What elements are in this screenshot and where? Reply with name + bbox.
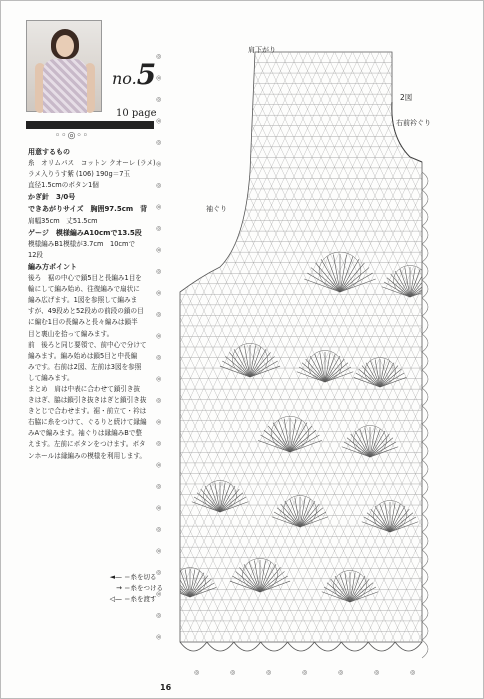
instruction-line: 用意するもの xyxy=(28,148,70,156)
side-scallop xyxy=(422,496,428,514)
instructions-text xyxy=(28,146,168,462)
row-marker-icon: ◎ xyxy=(156,526,162,533)
instruction-line: きとじで合わせます。裾・前立て・衿は xyxy=(28,407,147,416)
side-scallop xyxy=(422,370,428,388)
side-scallop xyxy=(422,460,428,478)
instruction-line: 後ろ 裾の中心で鎖5目と長編み1目を xyxy=(28,274,142,283)
pineapple-fan-ray xyxy=(410,282,436,297)
crochet-chart-svg xyxy=(156,42,470,682)
edge-scallop xyxy=(207,642,234,651)
row-marker-icon: ◎ xyxy=(156,612,162,619)
side-scallop xyxy=(422,424,428,442)
legend-label: ＝糸をつける xyxy=(124,584,163,592)
side-scallop xyxy=(422,226,428,244)
row-marker-icon: ◎ xyxy=(156,182,162,189)
row-marker-icon: ◎ xyxy=(156,268,162,275)
instruction-line: 右脇に糸をつけて、ぐるりと続けて縁編 xyxy=(28,418,147,427)
side-scallop xyxy=(422,244,428,262)
mesh-line xyxy=(246,42,484,682)
edge-scallop xyxy=(341,642,368,651)
mesh-line xyxy=(300,42,484,682)
row-marker-icon: ◎ xyxy=(156,246,162,254)
mesh-line xyxy=(381,42,484,682)
row-marker-icon: ◎ xyxy=(156,332,162,340)
row-marker-icon: ◎ xyxy=(156,461,162,469)
pattern-number-value: 5 xyxy=(136,58,157,91)
pineapple-fan-ray xyxy=(166,583,190,597)
side-scallop xyxy=(422,316,428,334)
side-scallop xyxy=(422,622,428,640)
instruction-line: 前 後ろと同じ要領で、前中心で分けて xyxy=(28,340,147,349)
row-marker-icon: ◎ xyxy=(156,633,162,641)
mesh-line xyxy=(348,42,484,682)
side-scallop xyxy=(422,388,428,406)
side-scallop xyxy=(422,262,428,280)
instruction-line: 糸 オリムパス コットン クオーレ (ラメ) xyxy=(28,159,156,168)
row-marker-icon: ◎ xyxy=(156,74,162,82)
side-scallop xyxy=(422,280,428,298)
legend-label: ＝糸を切る xyxy=(124,573,157,581)
instruction-line: 模様編みB1模様が3.7cm 10cmで xyxy=(28,239,136,248)
column-marker-icon: ◎ xyxy=(374,669,380,676)
shoulder-slope-label: 肩下がり xyxy=(248,46,276,54)
instruction-line: まとめ 肩は中表に合わせて鎖引き抜 xyxy=(28,384,141,393)
mesh-line xyxy=(357,42,484,682)
ornament-icon: ◦◦◎◦◦ xyxy=(55,131,90,141)
column-marker-icon: ◎ xyxy=(194,669,200,676)
armhole-label: 袖ぐり xyxy=(206,205,227,213)
row-marker-icon: ◎ xyxy=(156,160,162,168)
mesh-line xyxy=(309,42,484,682)
row-marker-icon: ◎ xyxy=(156,203,162,211)
mesh-line xyxy=(312,42,484,682)
row-marker-icon: ◎ xyxy=(156,440,162,447)
pattern-number-prefix: no. xyxy=(112,69,137,88)
edge-scallop xyxy=(314,642,341,651)
model-photo xyxy=(26,20,102,112)
mesh-line xyxy=(282,42,484,682)
row-marker-icon: ◎ xyxy=(156,96,162,103)
instruction-line: 編み方ポイント xyxy=(28,262,77,271)
mesh-line xyxy=(237,42,484,682)
neckline-edge xyxy=(392,102,422,162)
instruction-line: すが、49段めと52段めの前段の鎖の目 xyxy=(28,307,144,316)
row-marker-icon: ◎ xyxy=(156,289,162,297)
crochet-chart xyxy=(156,42,470,682)
row-marker-icon: ◎ xyxy=(156,53,162,60)
mesh-line xyxy=(339,42,484,682)
edge-scallop xyxy=(261,642,288,651)
side-scallop xyxy=(422,352,428,370)
mesh-line xyxy=(354,42,484,682)
side-scallop xyxy=(422,514,428,532)
legend-label: ＝糸を渡す xyxy=(124,595,157,603)
instruction-line: 直径1.5cmのボタン1個 xyxy=(28,181,99,190)
side-scallop xyxy=(422,478,428,496)
row-marker-icon: ◎ xyxy=(156,418,162,426)
instruction-line: ゲージ 模様編みA10cmで13.5段 xyxy=(28,228,142,237)
side-scallop xyxy=(422,208,428,226)
edge-scallop xyxy=(288,642,315,651)
row-marker-icon: ◎ xyxy=(156,504,162,512)
page-number: 16 xyxy=(160,683,172,692)
mesh-line xyxy=(321,42,484,682)
row-marker-icon: ◎ xyxy=(156,354,162,361)
mesh-line xyxy=(213,42,484,682)
row-marker-icon: ◎ xyxy=(156,139,162,146)
side-scallop xyxy=(422,406,428,424)
mesh-line xyxy=(291,42,484,682)
row-marker-icon: ◎ xyxy=(156,375,162,383)
side-scallop xyxy=(422,172,428,190)
page-reference: 10 page xyxy=(116,108,157,119)
legend-symbol-icon: ◄— xyxy=(109,573,122,581)
edge-scallop xyxy=(368,642,395,651)
side-scallop xyxy=(422,442,428,460)
instruction-line: 編み広げます。1図を参照して編みま xyxy=(28,296,138,305)
mesh-line xyxy=(192,42,484,682)
instruction-line: ラメ入りうす紫 (106) 190g＝7玉 xyxy=(28,170,131,179)
pattern-number xyxy=(112,58,156,91)
instruction-line: 12段 xyxy=(28,250,43,259)
instruction-line: えます。左前にボタンをつけます。ボタ xyxy=(28,440,146,449)
side-scallop xyxy=(422,550,428,568)
side-scallop xyxy=(422,532,428,550)
mesh-line xyxy=(231,42,484,682)
side-scallop xyxy=(422,640,428,658)
mesh-line xyxy=(366,42,484,682)
row-marker-icon: ◎ xyxy=(156,590,162,598)
side-scallop xyxy=(422,298,428,316)
mesh-line xyxy=(336,42,484,682)
instruction-line: して編みます。 xyxy=(28,373,74,382)
side-scallop xyxy=(422,604,428,622)
instruction-line: に編む1目の長編みと長々編みは鎖半 xyxy=(28,318,138,327)
row-marker-icon: ◎ xyxy=(156,117,162,125)
instruction-line: ンホールは縁編みの模様を利用します。 xyxy=(28,451,147,460)
instruction-line: 肩幅35cm 丈51.5cm xyxy=(28,216,98,225)
legend-symbol-icon: ◁— xyxy=(109,595,122,603)
row-marker-icon: ◎ xyxy=(156,311,162,318)
side-scallop xyxy=(422,568,428,586)
edge-scallop xyxy=(395,642,422,651)
mesh-line xyxy=(327,42,484,682)
row-marker-icon: ◎ xyxy=(156,483,162,490)
mesh-line xyxy=(273,42,484,682)
instruction-line: 輪にして編み始め、往復編みで扇状に xyxy=(28,285,140,294)
side-scallop xyxy=(422,586,428,604)
mesh-line xyxy=(390,42,484,682)
mesh-line xyxy=(195,42,484,682)
instruction-line: 編みます。編み始めは鎖5目と中長編 xyxy=(28,351,138,360)
column-marker-icon: ◎ xyxy=(338,669,344,676)
row-marker-icon: ◎ xyxy=(156,225,162,232)
neckline-label: 右前衿ぐり xyxy=(396,119,431,127)
mesh-line xyxy=(186,42,484,682)
edge-scallop xyxy=(234,642,261,651)
instruction-line: できあがりサイズ 胸囲97.5cm 背 xyxy=(28,205,148,214)
mesh-line xyxy=(318,42,484,682)
column-marker-icon: ◎ xyxy=(230,669,236,676)
figure-label: 2図 xyxy=(400,93,413,102)
row-marker-icon: ◎ xyxy=(156,569,162,576)
side-scallop xyxy=(422,190,428,208)
instruction-line: きはぎ、脇は鎖引き抜きはぎと鎖引き抜 xyxy=(28,396,147,405)
column-marker-icon: ◎ xyxy=(266,669,272,676)
row-marker-icon: ◎ xyxy=(156,397,162,404)
column-marker-icon: ◎ xyxy=(410,669,416,676)
column-marker-icon: ◎ xyxy=(302,669,308,676)
instruction-line: かぎ針 3/0号 xyxy=(28,193,76,202)
row-marker-icon: ◎ xyxy=(156,547,162,555)
side-scallop xyxy=(422,334,428,352)
instruction-line: みAで編みます。袖ぐりは縁編みBで整 xyxy=(28,429,143,438)
legend-symbol-icon: → xyxy=(116,584,122,592)
divider-bar xyxy=(26,121,154,129)
instruction-line: 目と裏山を拾って編みます。 xyxy=(28,329,114,338)
edge-scallop xyxy=(180,642,207,651)
instruction-line: みです。右前は2図、左前は3図を参照 xyxy=(28,362,142,371)
